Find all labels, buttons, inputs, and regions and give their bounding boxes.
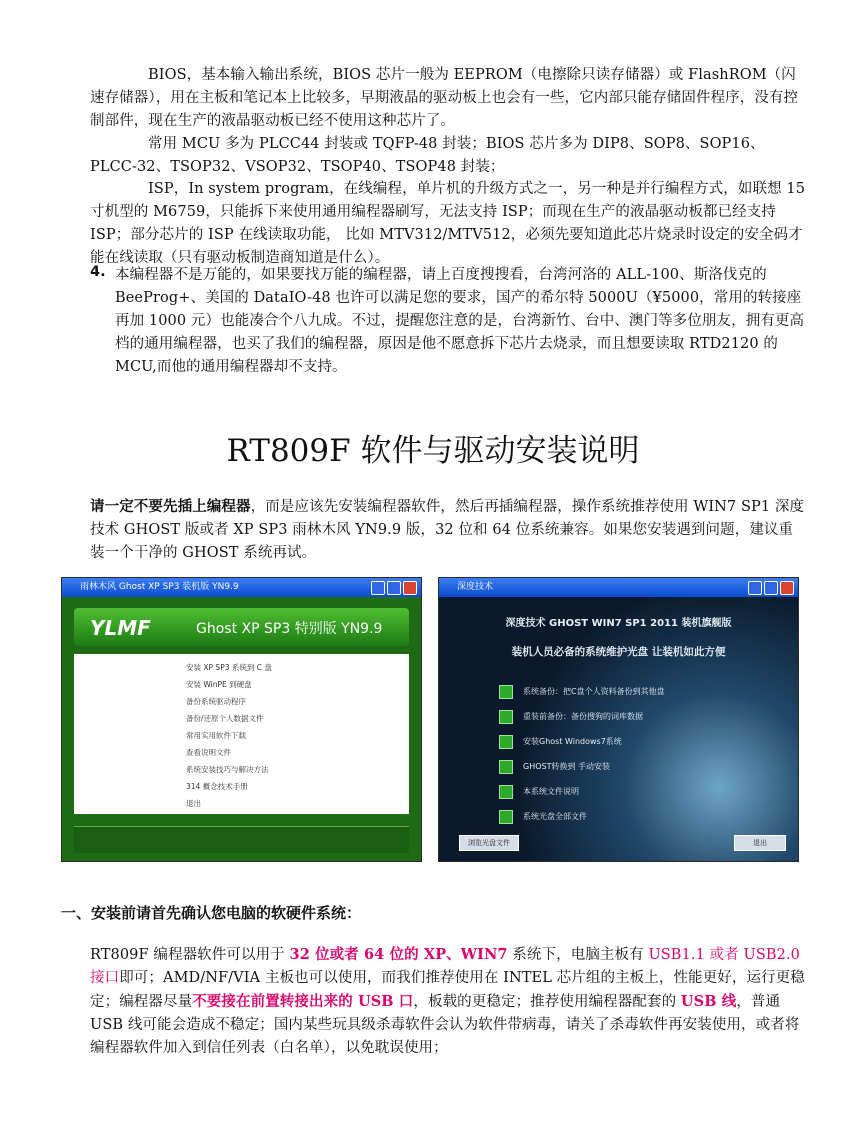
s1-text-e: 即可；AMD/NF/VIA 主板也可以使用，而我们推荐使用在 INTEL 芯片组的主板上，性能更好，运行更稳定；编程器尽量 [90,970,805,1010]
item-4-paragraph: 本编程器不是万能的，如果要找万能的编程器，请上百度搜搜看，台湾河洛的 ALL-100、斯洛伐克的 BeeProg+、美国的 DataIO-48 也许可以满足您的要求，国产的希尔特 5000U（¥5000，常用的转接座再加 1000 元）也能凑合个八九成。不过，提醒您注意的是，台湾新竹、台中、澳门等多位朋友，拥有更高档的通用编程器，也买了我们的编程器，原因是他不愿意拆下芯片去烧录，而且想要读取 RTD2120 的 MCU,而他的通用编程器却不支持。 [115,267,805,375]
s1-text-a: RT809F 编程器软件可以用于 [90,947,290,963]
ylmf-logo: YLMF [90,616,151,640]
isp-paragraph: ISP，In system program，在线编程，单片机的升级方式之一，另一种是并行编程方式，如联想 15 寸机型的 M6759，只能拆下来使用通用编程器刷写，无法支持 ISP；而现在生产的液晶驱动板都已经支持 ISP；部分芯片的 ISP 在线读取功能， 比如 MTV312/MTV512，必须先要知道此芯片烧录时设定的安全码才能在线读取（只有驱动板制造商知道是什么）。 [90,181,806,266]
ylmf-footer [74,826,409,853]
s1-text-g: ，板载的更稳定；推荐使用编程器配套的 [413,994,681,1010]
deepin-exit-button: 退出 [734,835,786,851]
list-number-4: 4. [90,264,106,280]
s1-text-i: ，普通 USB 线可能会造成不稳定；国内某些玩具级杀毒软件会认为软件带病毒，请关了杀毒软件再安装使用，或者将编程器软件加入到信任列表（白名单），以免耽误使用； [90,994,800,1056]
deepin-menu-item: 安装Ghost Windows7系统 [523,737,622,746]
ylmf-menu-item: 314 概念技术手册 [186,782,248,791]
minimize-icon [371,581,385,595]
ylmf-banner [74,608,409,646]
ylmf-window-titlebar [62,578,421,597]
deepin-menu-item: 系统备份：把C盘个人资料备份到其他盘 [523,687,665,696]
s1-highlight-usb: USB1.1 或者 USB2.0 接口 [90,947,801,986]
arrow-icon [499,785,513,799]
deepin-menu-item: 系统光盘全部文件 [523,812,587,821]
mcu-paragraph: 常用 MCU 多为 PLCC44 封装或 TQFP-48 封装；BIOS 芯片多为 DIP8、SOP8、SOP16、PLCC-32、TSOP32、VSOP32、TSOP40、TSOP48 封装； [90,136,765,175]
deepin-menu-item: 重装前备份：备份搜狗的词库数据 [523,712,643,721]
ylmf-menu-item: 安装 WinPE 到硬盘 [186,680,252,689]
arrow-icon [499,760,513,774]
ylmf-banner-text: Ghost XP SP3 特别版 YN9.9 [196,621,383,637]
section-1-paragraph [90,943,806,1060]
deepin-body [439,597,798,861]
s1-highlight-front-usb: 不要接在前置转接出来的 USB 口 [192,993,414,1010]
deepin-menu-item: 本系统文件说明 [523,787,579,796]
deepin-browse-button: 浏览光盘文件 [459,835,519,851]
maximize-icon [764,581,778,595]
arrow-icon [499,810,513,824]
ylmf-menu-item: 常用实用软件下载 [186,731,246,740]
s1-text-c: 系统下，电脑主板有 [507,947,649,963]
close-icon [780,581,794,595]
intro-bold: 请一定不要先插上编程器 [90,498,251,515]
deepin-window-titlebar [439,578,798,597]
s1-highlight-usb-cable: USB 线 [680,993,737,1010]
ylmf-menu-item: 退出 [186,799,201,808]
ylmf-installer-screenshot [61,577,422,862]
arrow-icon [499,735,513,749]
ylmf-menu-item: 查看说明文件 [186,748,231,757]
deepin-installer-screenshot [438,577,799,862]
ylmf-menu-item: 安装 XP SP3 系统到 C 盘 [186,663,272,672]
bios-paragraph: BIOS，基本输入输出系统，BIOS 芯片一般为 EEPROM（电擦除只读存储器）或 FlashROM（闪速存储器），用在主板和笔记本上比较多，早期液晶的驱动板上也会有一些，它内部只能存储固件程序，没有控制部件，现在生产的液晶驱动板已经不使用这种芯片了。 [90,67,799,129]
maximize-icon [387,581,401,595]
deepin-header: 深度技术 GHOST WIN7 SP1 2011 装机旗舰版 [505,618,732,629]
deepin-slogan: 装机人员必备的系统维护光盘 让装机如此方便 [511,646,726,658]
ylmf-window-title: 雨林木风 Ghost XP SP3 装机版 YN9.9 [80,582,239,592]
ylmf-menu [74,654,409,814]
section-1-heading: 一、安装前请首先确认您电脑的软硬件系统： [61,904,362,922]
ylmf-menu-item: 备份系统驱动程序 [186,697,246,706]
minimize-icon [748,581,762,595]
deepin-menu-item: GHOST转换到 手动安装 [523,762,611,771]
intro-rest: ，而是应该先安装编程器软件，然后再插编程器，操作系统推荐使用 WIN7 SP1 深度技术 GHOST 版或者 XP SP3 雨林木风 YN9.9 版，32 位和 64 位系统兼容。如果您安装遇到问题，建议重装一个干净的 GHOST 系统再试。 [90,499,805,561]
arrow-icon [499,685,513,699]
s1-highlight-os: 32 位或者 64 位的 XP、WIN7 [289,946,508,963]
close-icon [403,581,417,595]
deepin-window-title: 深度技术 [457,582,494,592]
ylmf-menu-item: 系统安装技巧与解决方法 [186,765,269,774]
arrow-icon [499,710,513,724]
intro-paragraph [90,495,806,565]
page-title: RT809F 软件与驱动安装说明 [226,433,640,469]
ylmf-menu-item: 备份/还原个人数据文件 [186,714,264,723]
